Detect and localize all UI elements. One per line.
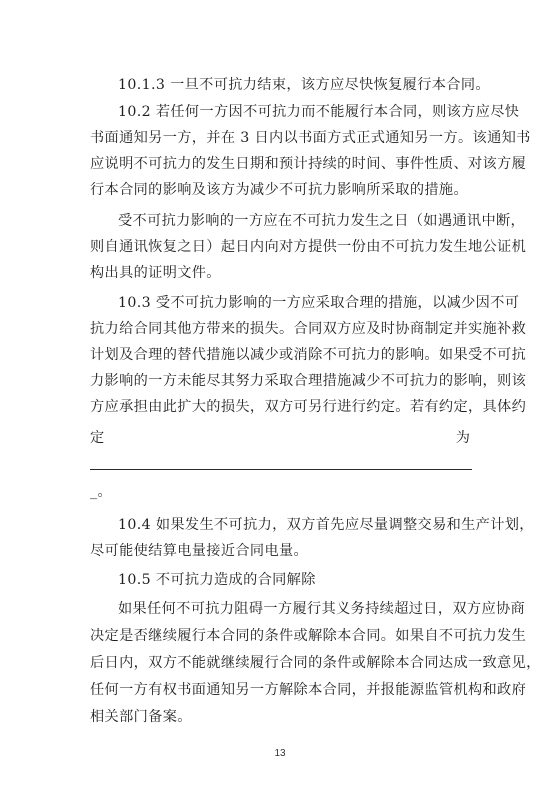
- clause-10-2-line-4: 行本合同的影响及该方为减少不可抗力影响所采取的措施。: [90, 182, 468, 198]
- proof-paragraph-line-2: 则自通讯恢复之日）起日内向对方提供一份由不可抗力发生地公证机: [90, 239, 527, 255]
- clause-10-5-heading: 10.5 不可抗力造成的合同解除: [118, 572, 316, 588]
- clause-10-5-line-3: 后日内，双方不能就继续履行合同的条件或解除本合同达成一致意见，: [90, 655, 541, 671]
- clause-10-3-line-1: 10.3 受不可抗力影响的一方应采取合理的措施，以减少因不可: [118, 295, 520, 311]
- clause-10-5-line-2: 决定是否继续履行本合同的条件或解除本合同。如果自不可抗力发生: [90, 628, 527, 644]
- clause-10-3-line-5: 方应承担由此扩大的损失，双方可另行进行约定。若有约定，具体约: [90, 399, 527, 415]
- blank-fill-rule: [90, 469, 472, 470]
- clause-10-2-line-2: 书面通知另一方，并在 3 日内以书面方式正式通知另一方。该通知书: [90, 130, 531, 146]
- split-right-text: 为: [455, 430, 470, 446]
- proof-paragraph-line-1: 受不可抗力影响的一方应在不可抗力发生之日（如遇通讯中断，: [118, 213, 526, 229]
- clause-10-5-line-5: 相关部门备案。: [90, 709, 192, 725]
- clause-10-2-line-1: 10.2 若任何一方因不可抗力而不能履行本合同，则该方应尽快: [118, 104, 520, 120]
- clause-10-4-line-2: 尽可能使结算电量接近合同电量。: [90, 543, 309, 559]
- clause-10-3-line-4: 力影响的一方未能尽其努力采取合理措施减少不可抗力的影响，则该: [90, 373, 527, 389]
- clause-10-5-line-1: 如果任何不可抗力阻碍一方履行其义务持续超过日，双方应协商: [118, 601, 526, 617]
- clause-10-3-line-3: 计划及合理的替代措施以减少或消除不可抗力的影响。如果受不可抗: [90, 347, 527, 363]
- clause-10-1-3: 10.1.3 一旦不可抗力结束，该方应尽快恢复履行本合同。: [118, 77, 490, 93]
- clause-10-3-split-line: [90, 429, 470, 447]
- split-left-text: 定: [90, 430, 105, 446]
- clause-10-3-line-2: 抗力给合同其他方带来的损失。合同双方应及时协商制定并实施补救: [90, 321, 527, 337]
- clause-10-5-line-4: 任何一方有权书面通知另一方解除本合同，并报能源监管机构和政府: [90, 682, 527, 698]
- proof-paragraph-line-3: 构出具的证明文件。: [90, 265, 221, 281]
- page-number: 13: [274, 748, 286, 759]
- rule-ending: _。: [90, 484, 112, 500]
- clause-10-2-line-3: 应说明不可抗力的发生日期和预计持续的时间、事件性质、对该方履: [90, 156, 527, 172]
- clause-10-4-line-1: 10.4 如果发生不可抗力，双方首先应尽量调整交易和生产计划，: [118, 517, 534, 533]
